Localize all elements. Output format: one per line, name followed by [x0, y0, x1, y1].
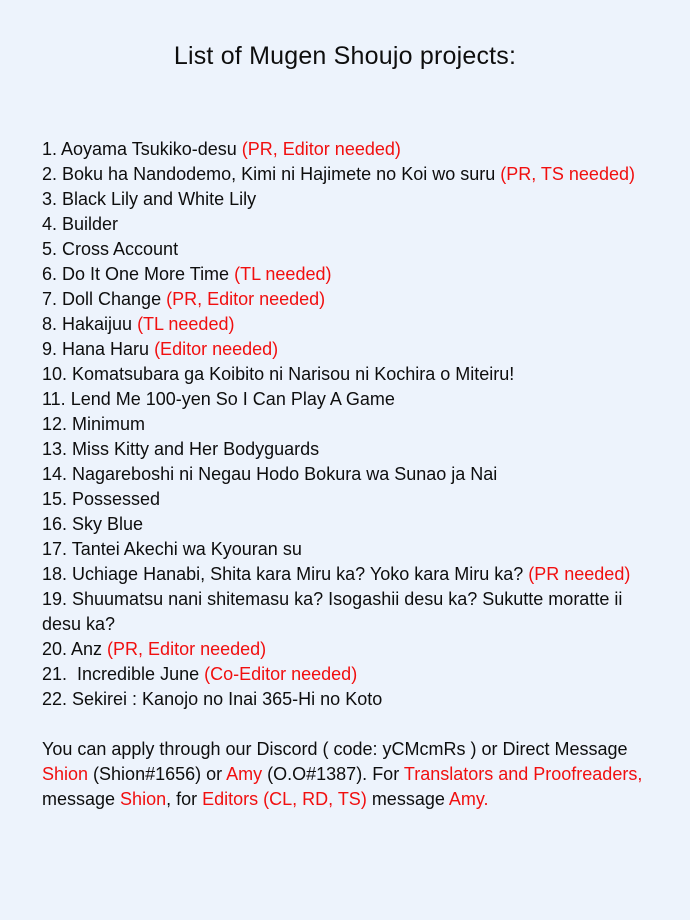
project-title: 7. Doll Change: [42, 289, 162, 309]
project-item: [42, 437, 660, 462]
project-title: 8. Hakaijuu: [42, 314, 133, 334]
project-staff-needed-note: (PR, Editor needed): [102, 639, 267, 659]
project-item: [42, 462, 660, 487]
project-item: [42, 262, 660, 287]
project-item: [42, 212, 660, 237]
project-staff-needed-note: (TL needed): [229, 264, 332, 284]
footer-text: message: [366, 789, 449, 809]
project-title: 5. Cross Account: [42, 239, 179, 259]
project-title: 21. Incredible June: [42, 664, 200, 684]
project-title: 16. Sky Blue: [42, 514, 144, 534]
project-item: [42, 687, 660, 712]
project-staff-needed-note: (Co-Editor needed): [199, 664, 358, 684]
project-title: 13. Miss Kitty and Her Bodyguards: [42, 439, 320, 459]
footer-highlight-text: Shion: [120, 789, 167, 809]
project-title: 11. Lend Me 100-yen So I Can Play A Game: [42, 389, 395, 409]
project-title: 19. Shuumatsu nani shitemasu ka? Isogashii desu ka? Sukutte moratte ii desu ka?: [42, 589, 628, 634]
project-item: [42, 362, 660, 387]
project-title: 1. Aoyama Tsukiko-desu: [42, 139, 237, 159]
project-title: 12. Minimum: [42, 414, 146, 434]
project-item: [42, 512, 660, 537]
footer-highlight-text: Amy.: [448, 789, 489, 809]
footer-highlight-text: Editors (CL, RD, TS): [202, 789, 367, 809]
apply-instructions: [42, 737, 660, 812]
project-staff-needed-note: (PR needed): [523, 564, 631, 584]
project-item: [42, 387, 660, 412]
project-title: 15. Possessed: [42, 489, 161, 509]
project-title: 2. Boku ha Nandodemo, Kimi ni Hajimete no Koi wo suru: [42, 164, 496, 184]
project-title: 20. Anz: [42, 639, 103, 659]
project-item: [42, 237, 660, 262]
project-item: [42, 637, 660, 662]
project-item: [42, 312, 660, 337]
project-staff-needed-note: (PR, Editor needed): [236, 139, 401, 159]
project-item: [42, 662, 660, 687]
footer-highlight-text: Translators and Proofreaders,: [403, 764, 643, 784]
project-title: 6. Do It One More Time: [42, 264, 230, 284]
project-staff-needed-note: (TL needed): [132, 314, 235, 334]
footer-highlight-text: Shion: [42, 764, 89, 784]
project-staff-needed-note: (Editor needed): [149, 339, 279, 359]
footer-text: (O.O#1387). For: [262, 764, 404, 784]
project-list: [42, 137, 660, 712]
footer-text: , for: [166, 789, 203, 809]
project-item: [42, 487, 660, 512]
project-title: 18. Uchiage Hanabi, Shita kara Miru ka? Yoko kara Miru ka?: [42, 564, 524, 584]
project-title: 3. Black Lily and White Lily: [42, 189, 257, 209]
project-title: 22. Sekirei : Kanojo no Inai 365-Hi no Koto: [42, 689, 383, 709]
project-staff-needed-note: (PR, Editor needed): [161, 289, 326, 309]
project-staff-needed-note: (PR, TS needed): [495, 164, 635, 184]
project-title: 17. Tantei Akechi wa Kyouran su: [42, 539, 302, 559]
project-item: [42, 587, 660, 637]
footer-text: (Shion#1656) or: [88, 764, 227, 784]
footer-text: message: [42, 764, 648, 809]
page-title: List of Mugen Shoujo projects:: [173, 42, 517, 70]
project-item: [42, 412, 660, 437]
footer-highlight-text: Amy: [226, 764, 263, 784]
project-item: [42, 162, 660, 187]
project-title: 10. Komatsubara ga Koibito ni Narisou ni Kochira o Miteiru!: [42, 364, 515, 384]
project-title: 14. Nagareboshi ni Negau Hodo Bokura wa Sunao ja Nai: [42, 464, 498, 484]
project-item: [42, 562, 660, 587]
project-item: [42, 537, 660, 562]
project-item: [42, 187, 660, 212]
project-item: [42, 287, 660, 312]
project-item: [42, 137, 660, 162]
project-item: [42, 337, 660, 362]
project-title: 9. Hana Haru: [42, 339, 150, 359]
project-title: 4. Builder: [42, 214, 119, 234]
footer-text: You can apply through our Discord ( code: yCMcmRs ) or Direct Message: [42, 739, 633, 759]
